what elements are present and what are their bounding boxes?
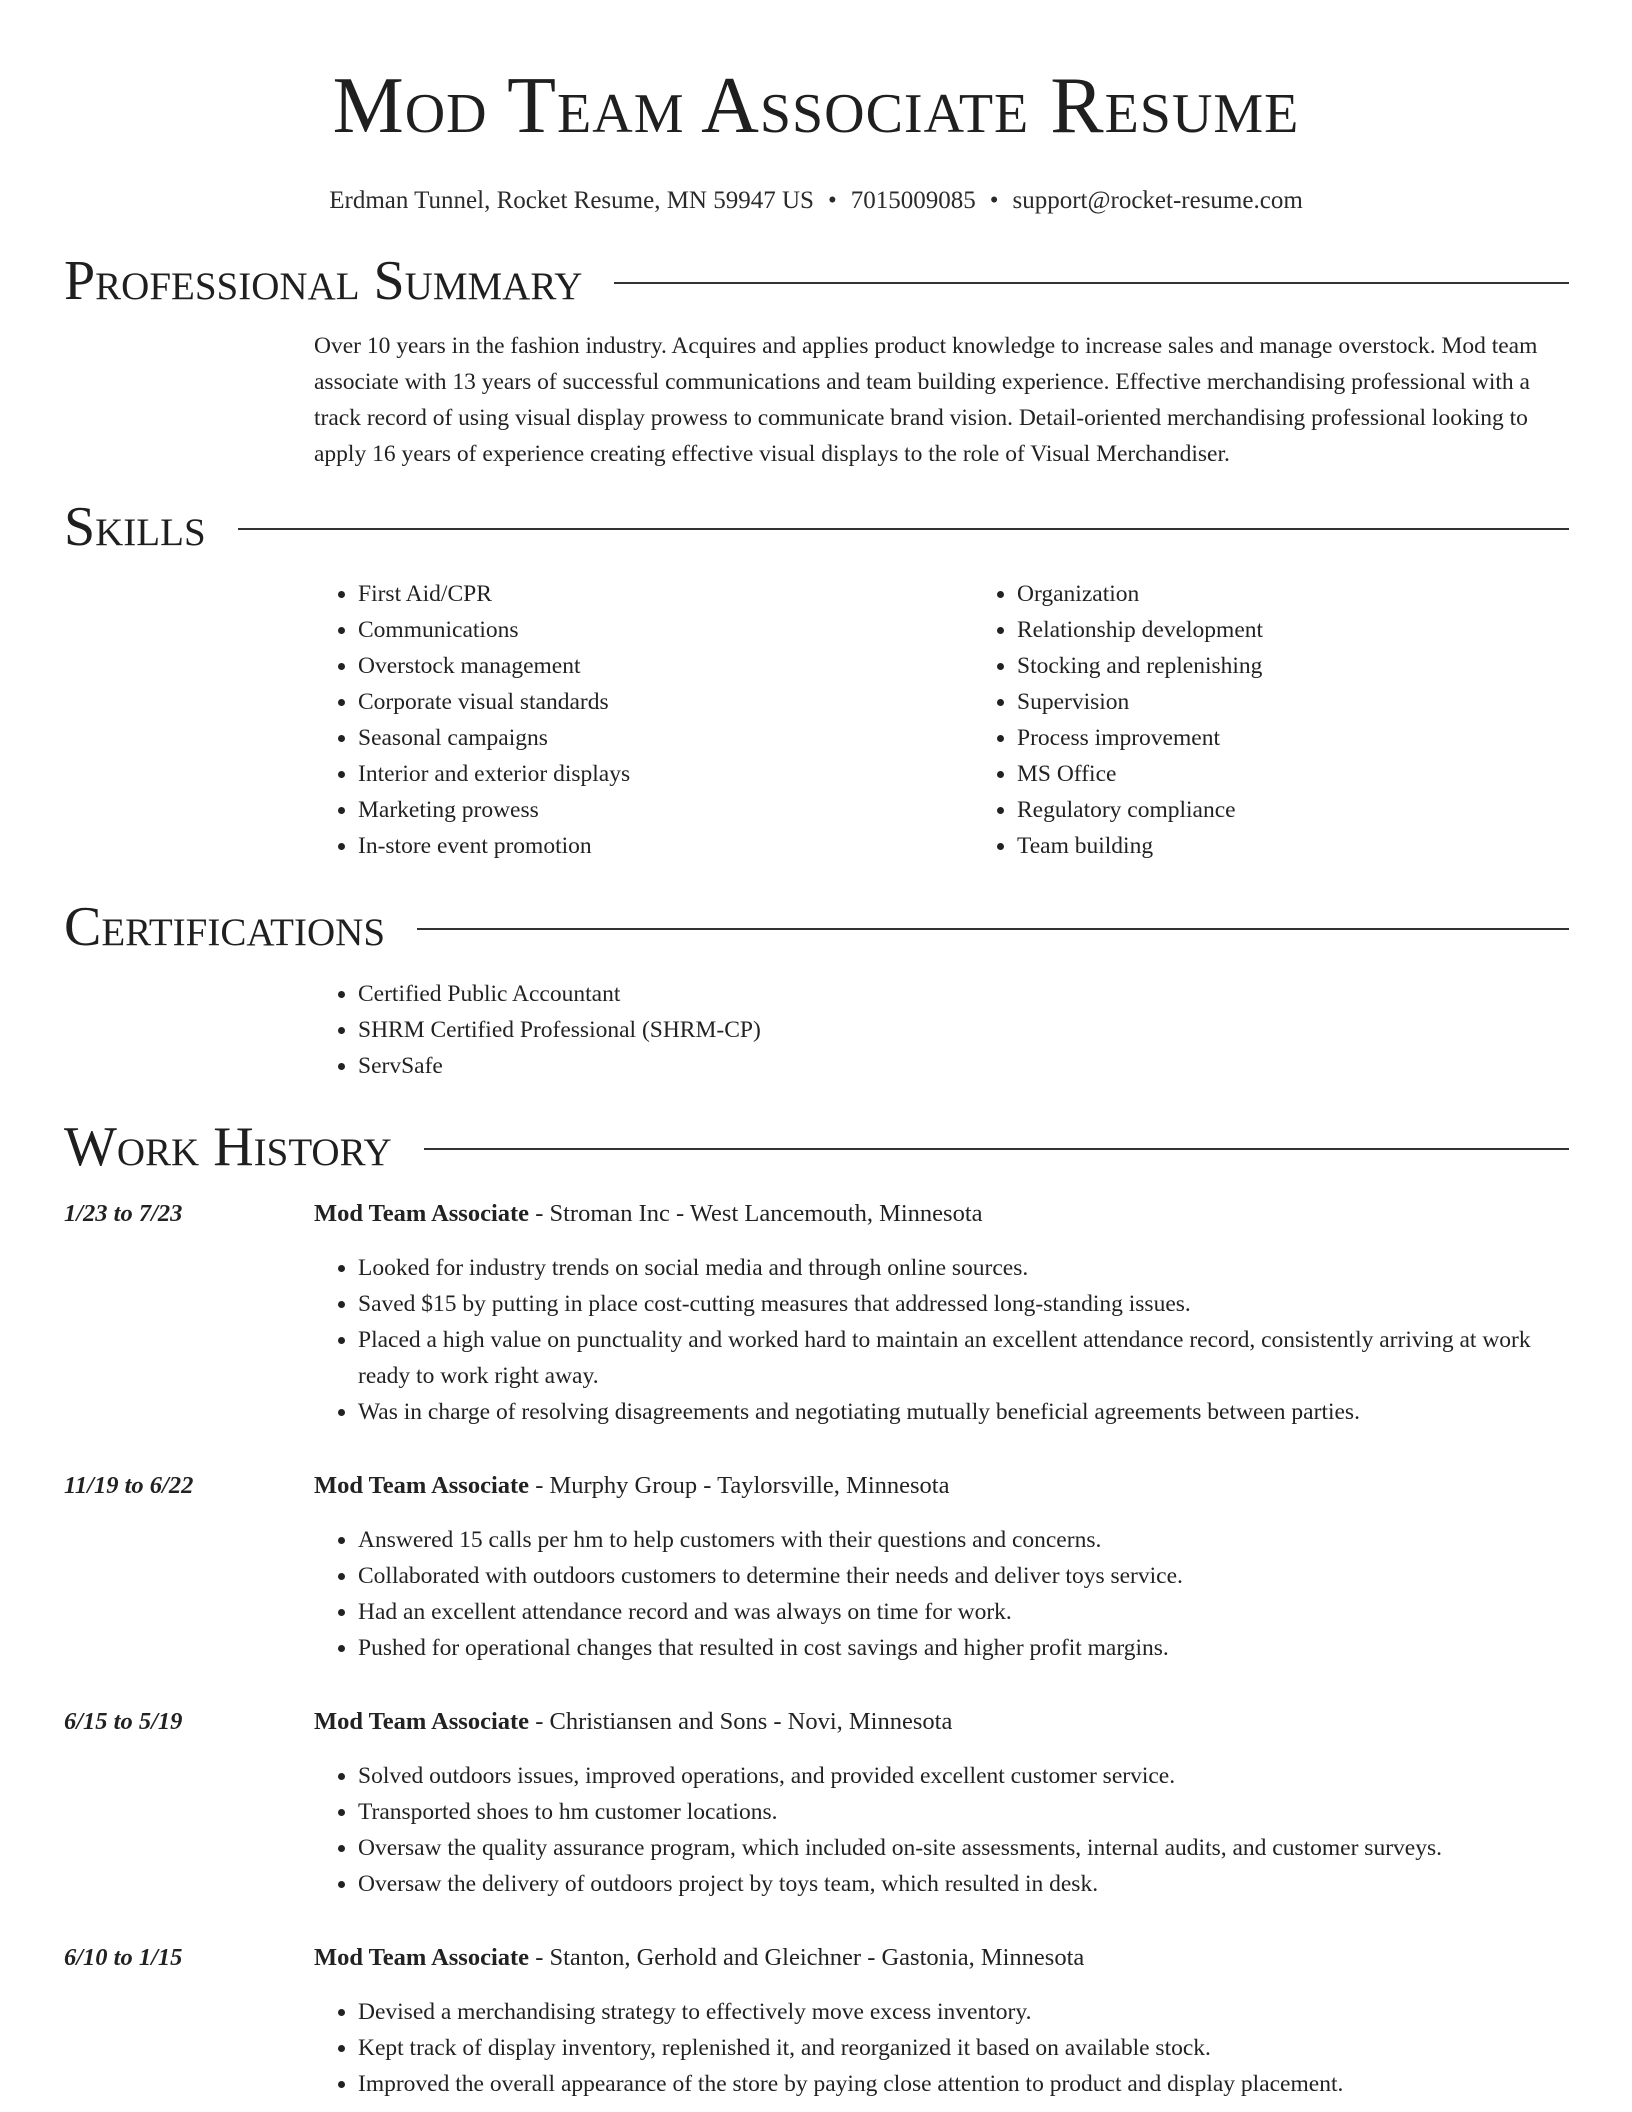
work-history-header: [64, 1114, 1569, 1180]
job-entry: [64, 1196, 1569, 1430]
job-bullet: • Oversaw the quality assurance program, which included on-site assessments, internal audits, and customer surveys.: [358, 1830, 1569, 1866]
job-title-line: [314, 1196, 983, 1232]
job-dates: 11/19 to 6/22: [64, 1472, 194, 1499]
contact-email: support@rocket-resume.com: [1012, 187, 1303, 214]
certifications-header: [64, 894, 1569, 960]
summary-section: [64, 248, 1569, 472]
summary-text: Over 10 years in the fashion industry. Acquires and applies product knowledge to increase sales and manage overstock. Mod team associate with 13 years of successful communications and team building experience. Effective merchandising professional with a track record of using visual display prowess to communicate brand vision. Detail-oriented merchandising professional looking to apply 16 years of experience creating effective visual displays to the role of Visual Merchandiser.: [314, 333, 1538, 467]
job-bullet: • Devised a merchandising strategy to effectively move excess inventory.: [358, 1994, 1569, 2030]
section-rule: [424, 1148, 1569, 1150]
contact-address: Erdman Tunnel, Rocket Resume, MN 59947 US: [329, 187, 814, 214]
summary-title: Professional Summary: [64, 250, 583, 312]
job-title: Mod Team Associate: [314, 1708, 530, 1735]
job-bullet: • Pushed for operational changes that resulted in cost savings and higher profit margins.: [358, 1630, 1569, 1666]
skill-item: • Process improvement: [1017, 720, 1632, 756]
resume-title: Mod Team Associate Resume: [332, 62, 1300, 150]
job-entry: [64, 1940, 1569, 2102]
job-bullets: [314, 1250, 1569, 1430]
skill-item: • Relationship development: [1017, 612, 1632, 648]
job-bullet: • Placed a high value on punctuality and worked hard to maintain an excellent attendance record, consistently arriving at work ready to work right away.: [358, 1322, 1569, 1394]
job-title: Mod Team Associate: [314, 1944, 530, 1971]
job-bullets: [314, 1758, 1569, 1902]
job-bullet: • Transported shoes to hm customer locations.: [358, 1794, 1569, 1830]
contact-separator: •: [989, 187, 999, 214]
section-rule: [614, 282, 1569, 284]
skills-list-left: [314, 576, 973, 864]
skill-item: • Marketing prowess: [358, 792, 973, 828]
job-bullet: • Had an excellent attendance record and was always on time for work.: [358, 1594, 1569, 1630]
job-title-line: [314, 1940, 1084, 1976]
job-bullet: • Looked for industry trends on social media and through online sources.: [358, 1250, 1569, 1286]
job-details: - Stroman Inc - West Lancemouth, Minnesota: [529, 1200, 983, 1227]
job-dates: 1/23 to 7/23: [64, 1200, 183, 1227]
job-bullet: • Collaborated with outdoors customers to determine their needs and deliver toys service.: [358, 1558, 1569, 1594]
skill-item: • Corporate visual standards: [358, 684, 973, 720]
job-bullet: • Improved the overall appearance of the store by paying close attention to product and display placement.: [358, 2066, 1569, 2102]
skills-list-right: [973, 576, 1632, 864]
job-title: Mod Team Associate: [314, 1472, 530, 1499]
job-header: [64, 1468, 1569, 1504]
skill-item: • Seasonal campaigns: [358, 720, 973, 756]
skills-section: [64, 494, 1569, 864]
certification-item: • ServSafe: [358, 1048, 1569, 1084]
job-dates: 6/10 to 1/15: [64, 1944, 183, 1971]
summary-content: [314, 328, 1569, 472]
skills-header: [64, 494, 1569, 560]
job-bullets: [314, 1994, 1569, 2102]
certification-item: • SHRM Certified Professional (SHRM-CP): [358, 1012, 1569, 1048]
job-details: - Murphy Group - Taylorsville, Minnesota: [529, 1472, 950, 1499]
skills-content: [314, 576, 1569, 864]
skill-item: • Interior and exterior displays: [358, 756, 973, 792]
certifications-list: [314, 976, 1569, 1084]
section-rule: [238, 528, 1569, 530]
skill-item: • First Aid/CPR: [358, 576, 973, 612]
section-rule: [417, 928, 1569, 930]
work-history-title: Work History: [64, 1116, 392, 1178]
contact-line: [0, 186, 1632, 216]
job-title-line: [314, 1468, 949, 1504]
skill-item: • In-store event promotion: [358, 828, 973, 864]
contact-phone: 7015009085: [850, 187, 976, 214]
job-bullet: • Saved $15 by putting in place cost-cutting measures that addressed long-standing issues.: [358, 1286, 1569, 1322]
job-bullets: [314, 1522, 1569, 1666]
certifications-content: [314, 976, 1569, 1084]
job-title: Mod Team Associate: [314, 1200, 530, 1227]
certifications-title: Certifications: [64, 896, 386, 958]
job-bullet: • Answered 15 calls per hm to help customers with their questions and concerns.: [358, 1522, 1569, 1558]
contact-separator: •: [827, 187, 837, 214]
job-bullet: • Was in charge of resolving disagreements and negotiating mutually beneficial agreements between parties.: [358, 1394, 1569, 1430]
work-history-section: [64, 1114, 1569, 2102]
job-bullet: • Solved outdoors issues, improved operations, and provided excellent customer service.: [358, 1758, 1569, 1794]
job-entry: [64, 1704, 1569, 1902]
certification-item: • Certified Public Accountant: [358, 976, 1569, 1012]
job-header: [64, 1196, 1569, 1232]
job-details: - Christiansen and Sons - Novi, Minnesota: [529, 1708, 953, 1735]
certifications-section: [64, 894, 1569, 1084]
summary-header: [64, 248, 1569, 314]
skills-title: Skills: [64, 496, 206, 558]
job-dates: 6/15 to 5/19: [64, 1708, 183, 1735]
job-header: [64, 1940, 1569, 1976]
job-details: - Stanton, Gerhold and Gleichner - Gastonia, Minnesota: [529, 1944, 1085, 1971]
skill-item: • Overstock management: [358, 648, 973, 684]
skill-item: • Team building: [1017, 828, 1632, 864]
skill-item: • Supervision: [1017, 684, 1632, 720]
skill-item: • Stocking and replenishing: [1017, 648, 1632, 684]
job-bullet: • Oversaw the delivery of outdoors project by toys team, which resulted in desk.: [358, 1866, 1569, 1902]
skill-item: • MS Office: [1017, 756, 1632, 792]
job-bullet: • Kept track of display inventory, replenished it, and reorganized it based on available stock.: [358, 2030, 1569, 2066]
job-entry: [64, 1468, 1569, 1666]
job-header: [64, 1704, 1569, 1740]
job-title-line: [314, 1704, 952, 1740]
skill-item: • Regulatory compliance: [1017, 792, 1632, 828]
skill-item: • Communications: [358, 612, 973, 648]
skill-item: • Organization: [1017, 576, 1632, 612]
